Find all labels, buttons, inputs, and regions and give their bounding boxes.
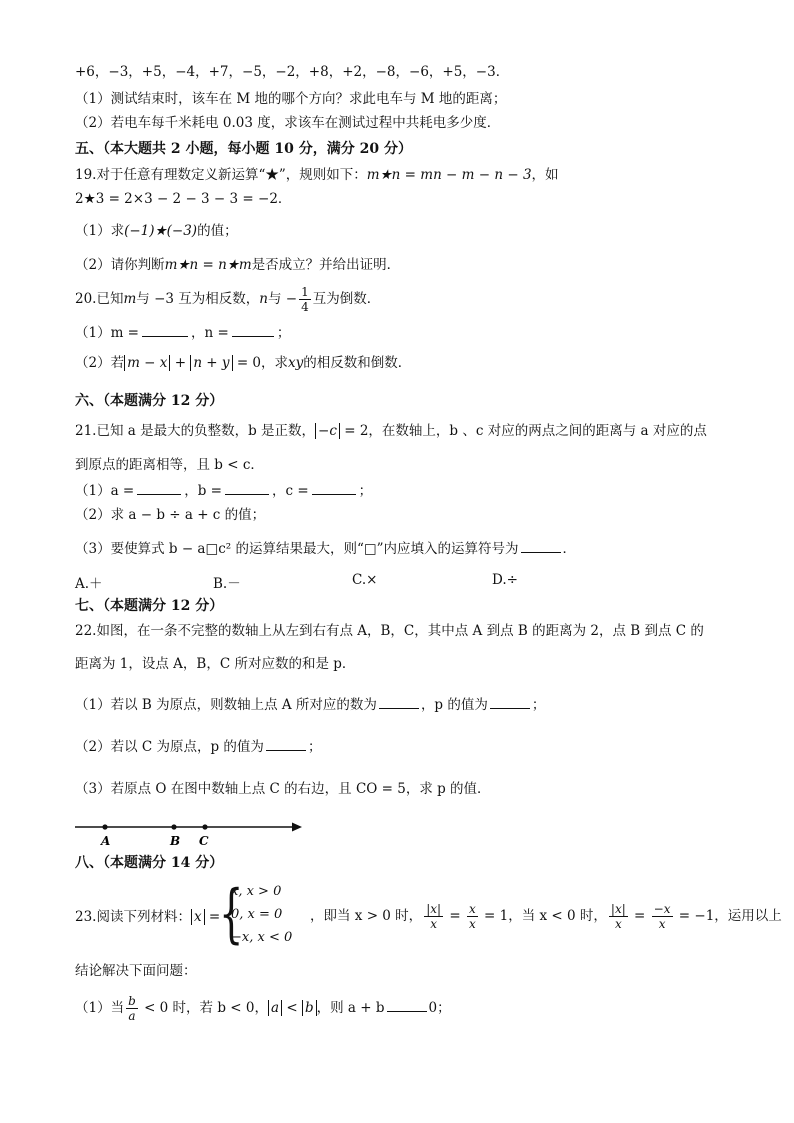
q22-part2-b: ； bbox=[307, 739, 322, 755]
q23-frac1 bbox=[424, 902, 443, 931]
q23-frac4-num: −x bbox=[653, 902, 671, 916]
q20-part1-n: ，n = bbox=[191, 325, 229, 341]
q20-part1 bbox=[75, 324, 290, 342]
q23-part1-b: < 0 时，若 b < 0， bbox=[139, 1000, 268, 1016]
q19-part1 bbox=[75, 222, 238, 240]
q18-part1: （1）测试结束时，该车在 M 地的哪个方向？求此电车与 M 地的距离； bbox=[75, 91, 507, 107]
q22-part1-c: ； bbox=[531, 697, 546, 713]
q23-frac2-num: x bbox=[468, 902, 476, 916]
q22-part1-b: ，p 的值为 bbox=[420, 697, 488, 713]
q22-part2-a: （2）若以 C 为原点，p 的值为 bbox=[75, 739, 264, 755]
q23-part1-a: （1）当 bbox=[75, 1000, 125, 1016]
case-zero: 0, x = 0 bbox=[231, 907, 283, 922]
q20-fraction bbox=[299, 285, 311, 314]
q23-frac1-den: x bbox=[430, 917, 437, 931]
q23-part1-frac-num: b bbox=[128, 994, 136, 1008]
q23-abs-a: a bbox=[268, 1000, 282, 1016]
q23-part1-frac-den: a bbox=[128, 1009, 136, 1023]
q23-lt: < bbox=[282, 1000, 302, 1016]
record-values: +6，−3，+5，−4，+7，−5，−2，+8，+2，−8，−6，+5，−3． bbox=[75, 64, 510, 80]
q22-stem-a: 22.如图，在一条不完整的数轴上从左到右有点 A，B，C，其中点 A 到点 B 的距离为 2，点 B 到点 C 的 bbox=[75, 623, 704, 639]
q21-part2: （2）求 a − b ÷ a + c 的值； bbox=[75, 507, 266, 523]
q19-intro bbox=[75, 166, 559, 184]
q20-stem-a: 20.已知 bbox=[75, 291, 124, 307]
q22-part1 bbox=[75, 696, 545, 714]
q21-part1-d: ； bbox=[358, 483, 373, 499]
option-c[interactable]: C.× bbox=[352, 572, 378, 588]
case-positive: x, x > 0 bbox=[231, 884, 282, 899]
q21-part1 bbox=[75, 482, 372, 500]
q19-example: 2★3 = 2×3 − 2 − 3 − 3 = −2． bbox=[75, 191, 292, 207]
q23-text-d: = −1，运用以上 bbox=[674, 908, 782, 924]
q20-var-m: m bbox=[123, 291, 137, 307]
q20-stem-d: 互为倒数． bbox=[312, 291, 381, 307]
q19-rule: m★n = mn − m − n − 3 bbox=[366, 167, 532, 183]
point-a-dot bbox=[102, 824, 107, 829]
q21-stem-a: 21.已知 a 是最大的负整数，b 是正数， bbox=[75, 423, 316, 439]
q19-part1-tail: 的值； bbox=[197, 223, 238, 239]
q22-p-blank[interactable] bbox=[490, 696, 530, 709]
q23-eq: = bbox=[204, 909, 221, 925]
q22-a-blank[interactable] bbox=[379, 696, 419, 709]
q23-eq2: = bbox=[629, 908, 650, 924]
q22-stem-b: 距离为 1，设点 A，B，C 所对应数的和是 p． bbox=[75, 656, 356, 672]
q23-eq1: = bbox=[445, 908, 465, 924]
q21-c-blank[interactable] bbox=[312, 482, 356, 495]
point-b-label: B bbox=[170, 834, 181, 848]
point-c-label: C bbox=[199, 834, 209, 848]
point-b-dot bbox=[171, 824, 176, 829]
q20-part2-b: = 0，求 bbox=[232, 355, 289, 371]
q20-plus: + bbox=[170, 355, 191, 371]
q20-part2-c: 的相反数和倒数． bbox=[303, 355, 412, 371]
q21-abs: −c bbox=[315, 423, 340, 439]
q20-part1-m: （1）m = bbox=[75, 325, 139, 341]
number-line-arrow bbox=[292, 823, 302, 832]
q21-part1-b: ，b = bbox=[184, 483, 222, 499]
q19-part1-label: （1）求 bbox=[75, 223, 125, 239]
q20-frac-den: 4 bbox=[301, 300, 309, 314]
q21-stem-c: 到原点的距离相等，且 b < c． bbox=[75, 457, 264, 473]
q20-part2-label: （2）若 bbox=[75, 355, 125, 371]
q22-p2-blank[interactable] bbox=[266, 738, 306, 751]
q23-frac4-den: x bbox=[658, 917, 666, 931]
number-line-figure bbox=[72, 818, 312, 850]
q21-part3 bbox=[75, 540, 576, 558]
q20-abs1: m − x bbox=[124, 355, 170, 371]
q20-var-n: n bbox=[259, 291, 268, 307]
section-5-heading: 五、（本大题共 2 小题，每小题 10 分，满分 20 分） bbox=[75, 141, 412, 157]
section-8-heading: 八、（本题满分 14 分） bbox=[75, 855, 224, 871]
q21-part3-a: （3）要使算式 b − a□c² 的运算结果最大，则“□”内应填入的运算符号为 bbox=[75, 541, 519, 557]
q22-part2 bbox=[75, 738, 321, 756]
q21-part1-c: ，c = bbox=[272, 483, 309, 499]
q23-frac2-den: x bbox=[468, 917, 476, 931]
q22-part3: （3）若原点 O 在图中数轴上点 C 的右边，且 CO = 5，求 p 的值． bbox=[75, 781, 491, 797]
q20-n-blank[interactable] bbox=[232, 324, 274, 337]
q19-intro-text: 19.对于任意有理数定义新运算“★”，规则如下： bbox=[75, 167, 367, 183]
q23-intro bbox=[75, 908, 220, 926]
q23-part1-frac bbox=[126, 994, 138, 1023]
q23-frac3 bbox=[609, 902, 628, 931]
option-d[interactable]: D.÷ bbox=[492, 572, 518, 588]
q23-frac1-num: |x| bbox=[426, 902, 442, 916]
q19-intro-tail: ，如 bbox=[531, 167, 559, 183]
q23-text-b: ，即当 x > 0 时， bbox=[310, 908, 423, 924]
q23-text-c: = 1，当 x < 0 时， bbox=[479, 908, 607, 924]
q20-frac-num: 1 bbox=[301, 285, 309, 299]
q20-part1-end: ； bbox=[276, 325, 291, 341]
q20-part2 bbox=[75, 354, 411, 372]
q21-stem bbox=[75, 422, 707, 440]
q18-part2: （2）若电车每千米耗电 0.03 度，求该车在测试过程中共耗电多少度． bbox=[75, 115, 501, 131]
q20-abs2: n + y bbox=[190, 355, 232, 371]
option-a[interactable]: A.＋ bbox=[75, 576, 103, 592]
case-negative: −x, x < 0 bbox=[231, 930, 293, 945]
q21-b-blank[interactable] bbox=[225, 482, 269, 495]
q23-abs-x: x bbox=[191, 909, 205, 925]
q23-frac3-num: |x| bbox=[610, 902, 626, 916]
q20-m-blank[interactable] bbox=[142, 324, 188, 337]
q23-abs-b: b bbox=[302, 1000, 317, 1016]
q21-a-blank[interactable] bbox=[137, 482, 181, 495]
q21-part3-b: ． bbox=[562, 541, 577, 557]
q19-part1-expr: (−1)★(−3) bbox=[124, 223, 198, 239]
q23-part1-d: 0； bbox=[428, 1000, 451, 1016]
point-a-label: A bbox=[101, 834, 111, 848]
section-6-heading: 六、（本题满分 12 分） bbox=[75, 393, 224, 409]
q19-part2-tail: 是否成立？并给出证明． bbox=[251, 257, 401, 273]
q20-stem-c: 与 − bbox=[267, 291, 298, 307]
q19-part2-label: （2）请你判断 bbox=[75, 257, 165, 273]
q23-intro-tail: 结论解决下面问题： bbox=[75, 963, 197, 979]
point-c-dot bbox=[202, 824, 207, 829]
q23-part1 bbox=[75, 990, 451, 1026]
q21-part1-a: （1）a = bbox=[75, 483, 135, 499]
q20-stem-b: 与 −3 互为相反数， bbox=[136, 291, 260, 307]
q19-part2 bbox=[75, 256, 400, 274]
q21-operator-blank[interactable] bbox=[521, 540, 561, 553]
q23-compare-blank[interactable] bbox=[387, 999, 427, 1012]
q23-explanation bbox=[310, 898, 782, 934]
q20-xy: xy bbox=[288, 355, 304, 371]
section-7-heading: 七、（本题满分 12 分） bbox=[75, 598, 224, 614]
piecewise-brace: { bbox=[219, 877, 244, 951]
option-b[interactable]: B.－ bbox=[213, 576, 241, 592]
q23-part1-c: ，则 a + b bbox=[316, 1000, 385, 1016]
piecewise-definition bbox=[219, 877, 299, 951]
q23-intro-label: 23.阅读下列材料： bbox=[75, 909, 191, 925]
q21-stem-b: = 2，在数轴上，b 、c 对应的两点之间的距离与 a 对应的点 bbox=[339, 423, 707, 439]
q23-frac2 bbox=[467, 902, 478, 931]
q23-frac3-den: x bbox=[614, 917, 622, 931]
q19-part2-expr: m★n = n★m bbox=[164, 257, 252, 273]
q23-frac4 bbox=[652, 902, 673, 931]
q20-stem bbox=[75, 284, 380, 314]
q22-part1-a: （1）若以 B 为原点，则数轴上点 A 所对应的数为 bbox=[75, 697, 377, 713]
